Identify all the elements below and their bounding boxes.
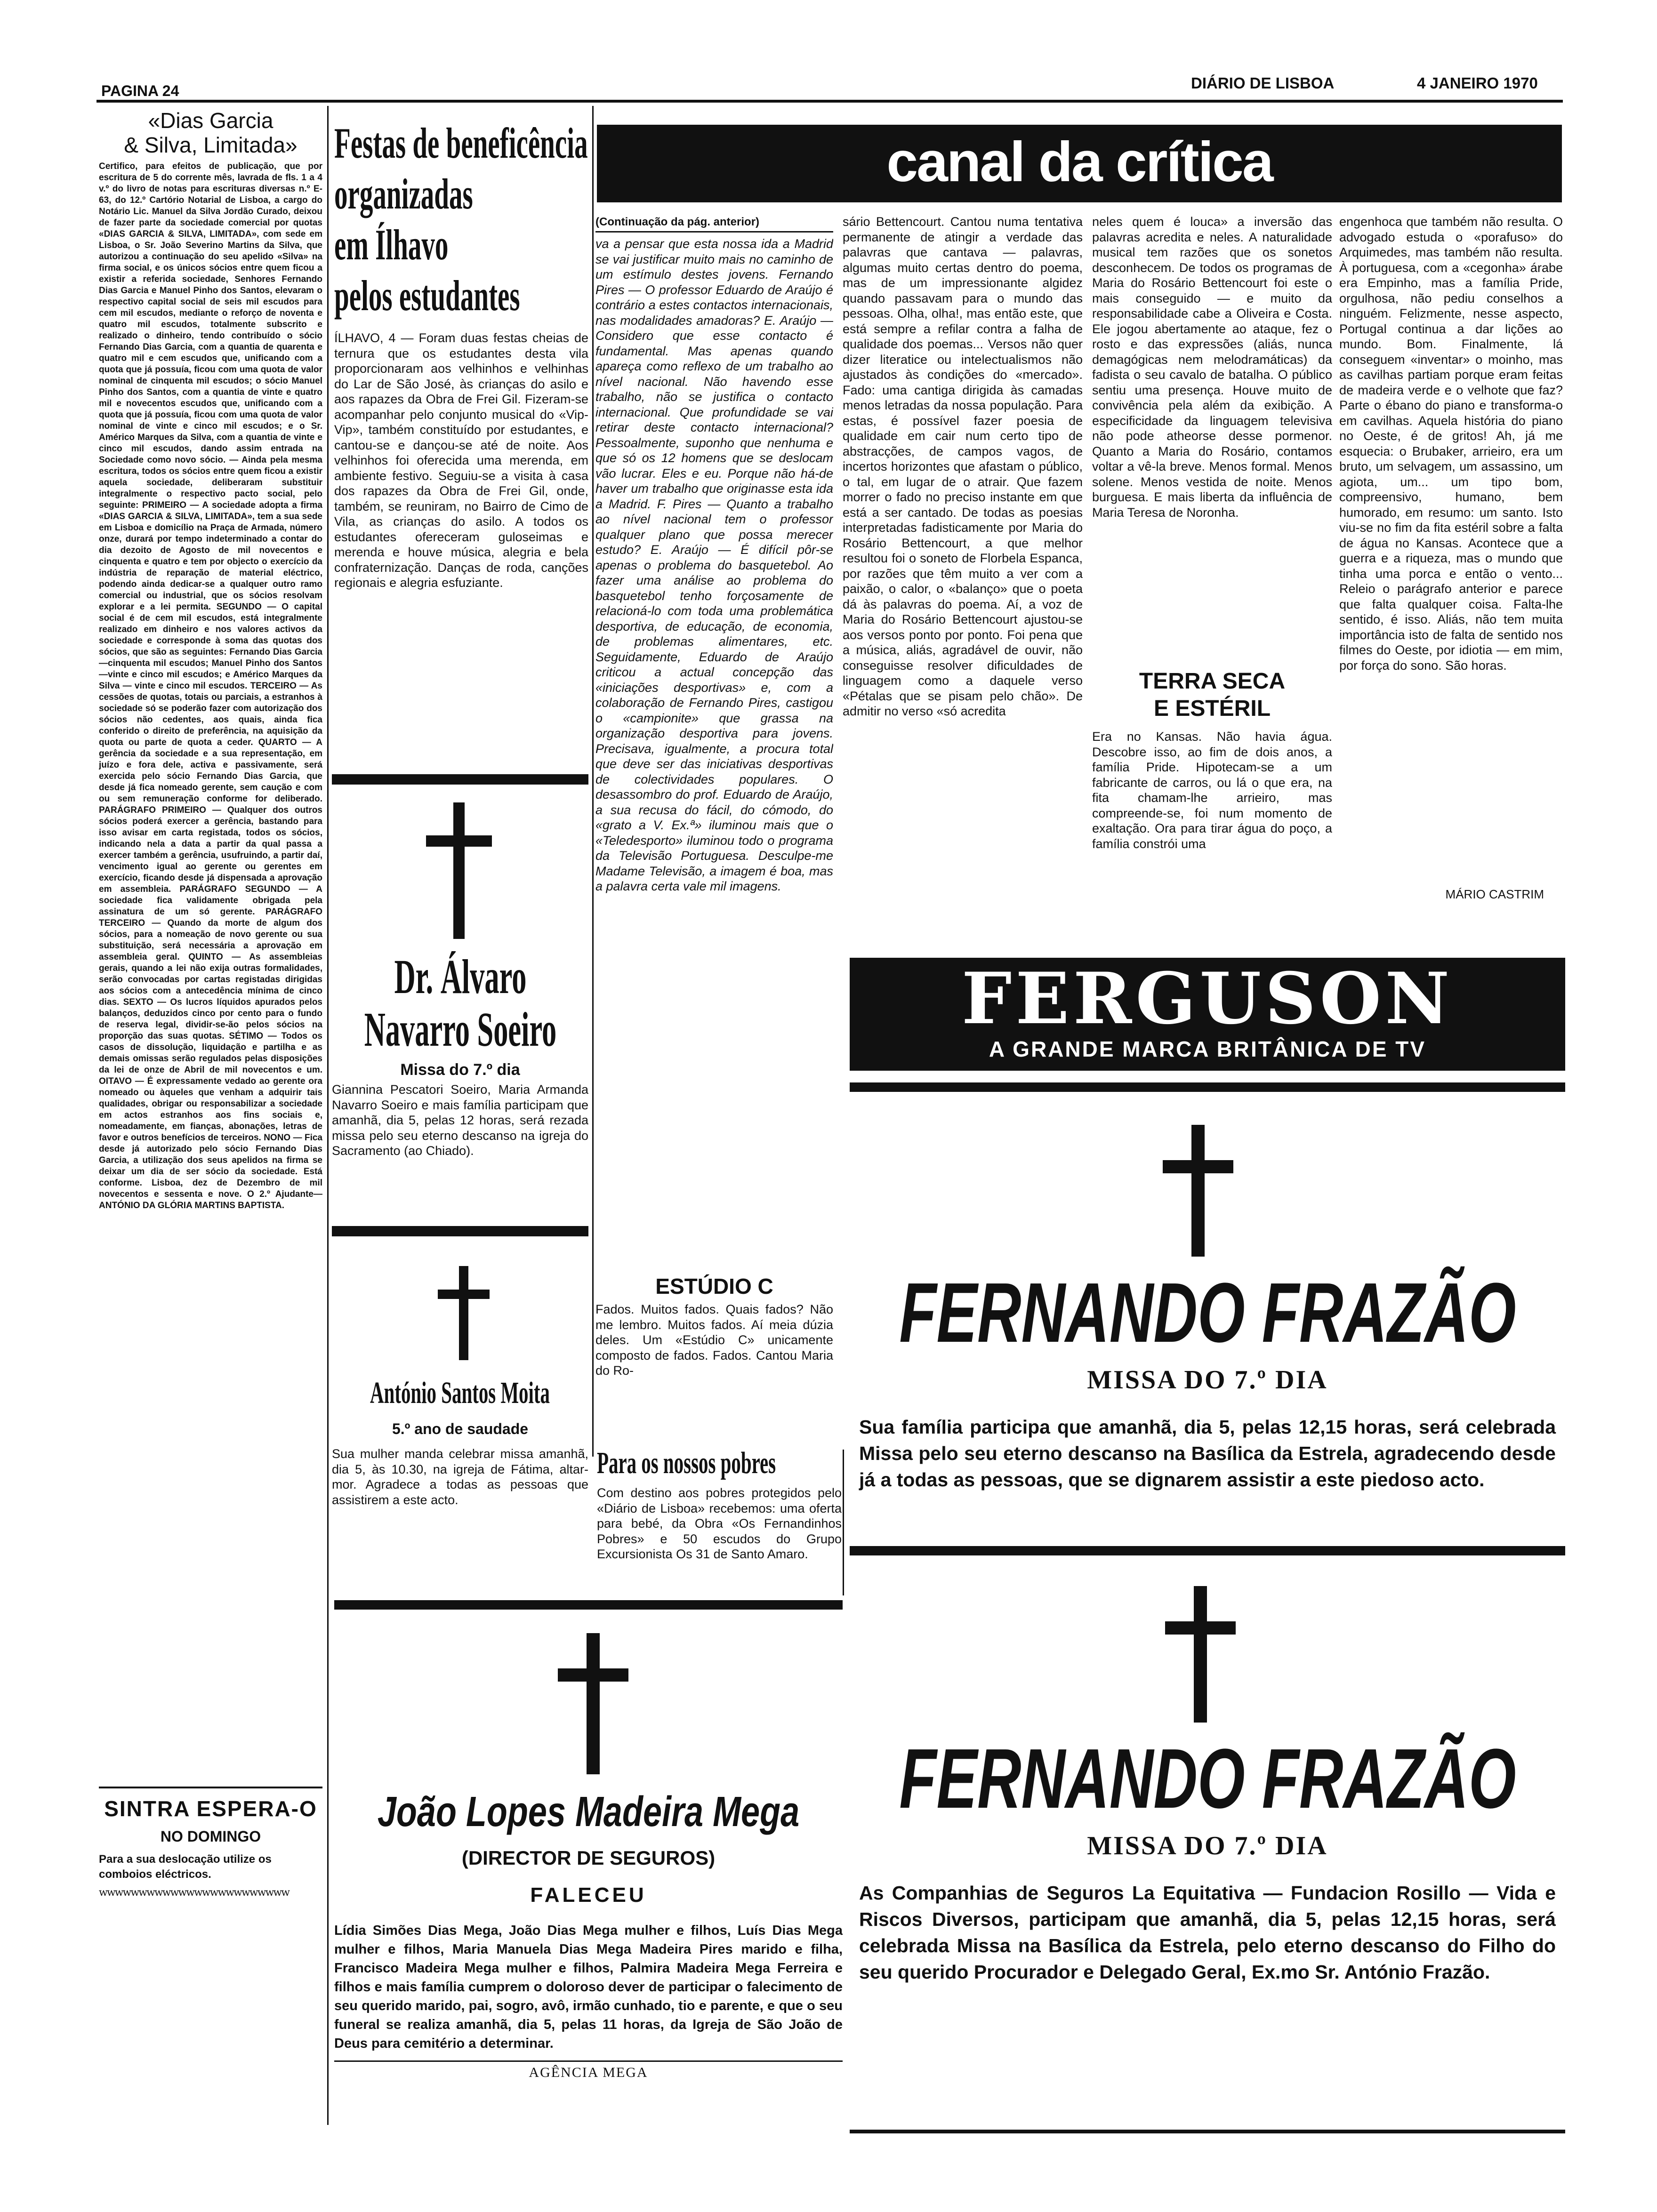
divider: [99, 1787, 322, 1788]
obituary-body: Sua mulher manda celebrar missa amanhã, dia 5, às 10.30, na igreja de Fátima, altar-mor. Agradece a todas as pessoas que assistirem a este acto.: [332, 1447, 588, 1507]
continuation-label: (Continuação da pág. anterior): [595, 216, 760, 228]
deceased-name: FERNANDO FRAZÃO: [899, 1266, 1516, 1360]
pobres-body: Com destino aos pobres protegidos pelo «Diário de Lisboa» recebemos: uma oferta para bebé, da Obra «Os Fernandinhos Pobres» e 50 escudos do Grupo Excursionista Os 31 de Santo Amaro.: [597, 1486, 842, 1561]
terra-title: [1092, 668, 1332, 722]
column-divider: [592, 106, 594, 1457]
deceased-name: João Lopes Madeira Mega: [377, 1788, 800, 1835]
obituary-name: António Santos Moita: [370, 1376, 550, 1410]
sintra-title: SINTRA ESPERA-O: [104, 1796, 317, 1821]
critica-text-d: engenhoca que também não resulta. O advogado estuda o «porafuso» do Arquimedes, mas também não resulta. À portuguesa, com a «cegonha» árabe era Empinho, mas a família Pride, orgulhosa, não pediu conselhos a ninguém. Felizmente, nesse aspecto, Portugal continua a dar lições ao mundo. Bom. Finalmente, lá conseguem «inventar» o moinho, mas as cavilhas partiam porque eram feitas de madeira verde e o velhote que faz? Parte o ébano do piano e transforma-o em cavilhas. Aquela história do piano no Oeste, é de gritos! Ah, já me esquecia: o Brubaker, arrieiro, era um bruto, um selvagem, um assassino, um agiota, um... um tipo bom, compreensivo, humano, bem humorado, em resumo: um santo. Isto viu-se no fim da fita estéril sobre a falta de água no Kansas. Acontece que a guerra e a riqueza, mas o mundo que tinha uma porca e então o vento... Releio o parágrafo anterior e parece que falta qualquer coisa. Falta-lhe sentido, é isso. Aliás, não tem muita importância isto de falta de sentido nos filmes do Oeste, por idiotia — em mim, por força do sono. São horas.: [1339, 215, 1563, 673]
notice-title: «Dias Garcia: [148, 108, 273, 133]
obituary-moita: [332, 1374, 588, 1507]
cross-icon: [438, 1266, 490, 1360]
column-divider: [327, 106, 329, 2125]
critica-column-d: [1339, 214, 1563, 922]
zigzag-border: wwwwwwwwwwwwwwwwwwwwwwww: [99, 1887, 289, 1899]
mega-obituary: [334, 1788, 843, 2081]
headline-line: em Ílhavo: [334, 221, 449, 269]
terra-body: Era no Kansas. Não havia água. Descobre isso, ao fim de dois anos, a família Pride. Hipotecam-se a um fabricante de carros, ou lá o que era, na fita chamam-lhe arrieiro, mas compreende-se, foi num momento de exaltação. Ora para tirar água do poço, a família constrói uma: [1092, 729, 1332, 851]
critica-banner-title: canal da crítica: [886, 130, 1272, 193]
ferguson-tagline: A GRANDE MARCA BRITÂNICA DE TV: [989, 1037, 1426, 1061]
obituary-alvaro: [332, 951, 588, 1159]
notice-body: As Companhias de Seguros La Equitativa — Fundacion Rosillo — Vida e Riscos Diversos, participam que amanhã, dia 5, pelas 12,15 horas, será celebrada Missa na Basílica da Estrela, pelo eterno descanso do Filho do seu querido Procurador e Delegado Geral, Ex.mo Sr. António Frazão.: [859, 1882, 1556, 1983]
pobres-title: Para os nossos pobres: [597, 1446, 776, 1480]
bottom-rule: [850, 2130, 1565, 2133]
critica-column-a: [595, 214, 833, 1447]
terra-title-line: E ESTÉRIL: [1153, 696, 1271, 721]
sintra-subtitle: NO DOMINGO: [160, 1828, 261, 1845]
anniversary-label: 5.º ano de saudade: [392, 1420, 529, 1437]
notice-body: Sua família participa que amanhã, dia 5, pelas 12,15 horas, será celebrada Missa pelo seu eterno descanso na Basílica da Estrela, agradecendo desde já a todas as pessoas, que se dignarem assistir a este piedoso acto.: [859, 1416, 1556, 1491]
funeral-agency: AGÊNCIA MEGA: [529, 2065, 648, 2080]
estudio-title: ESTÚDIO C: [655, 1274, 773, 1298]
black-band: [332, 1226, 588, 1236]
cross-icon: [426, 802, 492, 939]
critica-column-b: [843, 214, 1083, 1447]
issue-date: 4 JANEIRO 1970: [1417, 74, 1538, 92]
masthead-rule: [97, 100, 1563, 103]
column-legal-notice: [99, 108, 322, 2118]
critica-text-a: va a pensar que esta nossa ida a Madrid se vai justificar muito mais no caminho de um estímulo destes jovens. Fernando Pires — O professor Eduardo de Araújo é contrário a estes contactos internacionais, nas modalidades amadoras? E. Araújo — Considero que esse contacto é fundamental. Mas apenas quando apareça como reflexo de um trabalho ao nível nacional. Não havendo esse trabalho, não se justifica o contacto internacional. Que profundidade se vai retirar deste contacto internacional? Pessoalmente, suponho que nenhuma e que só os 12 homens que se deslocam vão lucrar. Eles e eu. Porque não há-de haver um trabalho que originasse esta ida a Madrid. F. Pires — Quanto a trabalho ao nível nacional tem o professor qualquer plano que possa merecer estudo? E. Araújo — É difícil pôr-se apenas o problema do basquetebol. Ao fazer uma análise ao problema do basquetebol tenho forçosamente de relacioná-lo com toda uma problemática desportiva, de educação, de economia, de problemas alimentares, etc. Seguidamente, Eduardo de Araújo criticou a actual concepção das «iniciações desportivas» e, com a colaboração de Fernando Pires, castigou o «campionite» que grassa na organização desportiva para jovens. Precisava, igualmente, a procura total que deve ser das iniciativas desportivas de colectividades populares. O desassombro do prof. Eduardo de Araújo, a sua recusa do fácil, do cómodo, do «grato a V. Ex.ª» iluminou mais que o «Teledesporto» iluminou todo o programa da Televisão Portuguesa. Desculpe-me Madame Televisão, a imagem é boa, mas a palavra certa vale mil imagens.: [595, 237, 833, 893]
ferguson-brand: FERGUSON: [961, 957, 1454, 1040]
critica-text-b: sário Bettencourt. Cantou numa tentativa permanente de atingir a verdade das palavras que cantava — palavras, algumas muito certas dentro do poema, mas de um impressionante algidez quando passavam para o mundo das pessoas. Olha, olha!, mas então este, que está sempre a refilar contra a falha de qualidade dos poemas... Versos não quer dizer literatice ou intelectualismos não ajustados às condições do «mercado». Fado: uma cantiga dirigida às camadas menos letradas da nossa população. Para estas, é possível fazer poesia de qualidade em cair num certo tipo de abstracções, de campos vagos, de incertos horizontes que afastam o público, o tal, em lugar de o atrair. Que fazem morrer o fado no preciso instante em que está a ser cantado. De todas as poesias interpretadas fadisticamente por Maria do Rosário Bettencourt, a que melhor resultou foi o soneto de Florbela Espanca, por razões que têm muito a ver com a paixão, o calor, o «balanço» que o poeta dá às palavras do poema. Aí, a voz de Maria do Rosário Bettencourt ajustou-se aos versos ponto por ponto. Foi pena que a música, aliás, agradável de ouvir, não conseguisse resolver dificuldades de linguagem como a daquele verso «Pétalas que se pisam pelo chão». De admitir no verso «só acredita: [843, 215, 1083, 718]
page-number: PAGINA 24: [101, 82, 179, 99]
cross-icon: [558, 1633, 628, 1774]
ilhavo-headline: [334, 118, 588, 321]
headline-line: Festas de beneficência: [334, 119, 588, 167]
name-line: Dr. Álvaro: [394, 950, 527, 1004]
critic-signature: MÁRIO CASTRIM: [1445, 887, 1544, 901]
notice-title-2: & Silva, Limitada»: [124, 133, 298, 157]
sintra-body: Para a sua deslocação utilize os comboios eléctricos.: [99, 1853, 272, 1881]
missa-label: Missa do 7.º dia: [400, 1061, 520, 1079]
critica-column-c: [1092, 214, 1332, 922]
deceased-name: FERNANDO FRAZÃO: [899, 1731, 1516, 1826]
black-band: [850, 1546, 1565, 1555]
frazao-notice-2: [850, 1732, 1565, 1985]
estudio-body: Fados. Muitos fados. Quais fados? Não me lembro. Muitos fados. Aí meia dúzia deles. Um «Estúdio C» unicamente composto de fados. Fados. Cantou Maria do Ro-: [595, 1302, 833, 1378]
newspaper-name: DIÁRIO DE LISBOA: [1191, 74, 1335, 92]
column-divider: [843, 1450, 844, 1595]
obituary-body: Lídia Simões Dias Mega, João Dias Mega mulher e filhos, Luís Dias Mega mulher e filhos, Maria Manuela Dias Mega Madeira Pires marido e filha, Francisco Madeira Mega mulher e filhos, Palmira Madeira Mega Ferreira e filhos e mais família cumprem o doloroso dever de participar o falecimento de seu querido marido, pai, sogro, avô, irmão cunhado, tio e parente, e que o seu funeral se realiza amanhã, dia 5, pelas 11 horas, da Igreja de São João de Deus para cemitério a determinar.: [334, 1923, 843, 2051]
critica-text-c: neles quem é louca» a inversão das palavras acredita e neles. A naturalidade musical tem razões que os sonetos desconhecem. De todos os programas de Maria do Rosário Bettencourt foi este o mais conseguido — e muito da responsabilidade cabe a Oliveira e Costa. Ele jogou abertamente ao ataque, fez o rosto e das expressões (aliás, nunca demagógicas nem melodramáticas) da fadista o seu cavalo de batalha. O público sentiu uma presença. Houve muito de convivência pela além da exibição. A especificidade da linguagem televisiva não pode atheorse desse pormenor. Quanto a Maria do Rosário, contamos voltar a vê-la breve. Menos formal. Menos solene. Menos vestida de noite. Menos burguesa. E mais liberta da influência de Maria Teresa de Noronha.: [1092, 215, 1332, 520]
terra-title-line: TERRA SECA: [1139, 669, 1286, 694]
headline-line: organizadas: [334, 170, 473, 218]
pobres-box: [597, 1445, 842, 1598]
headline-line: pelos estudantes: [334, 272, 520, 320]
ilhavo-body: ÍLHAVO, 4 — Foram duas festas cheias de ternura que os estudantes desta vila proporcionaram aos velhinhos e velhinhas do Lar de São José, às crianças do asilo e aos rapazes da Obra de Frei Gil. Fizeram-se acompanhar pelo conjunto musical do «Vip-Vip», também constituído por estudantes, e cantou-se e dançou-se até de noite. Aos velhinhos foi oferecida uma merenda, em ambiente festivo. Seguiu-se a visita à casa dos rapazes da Obra de Frei Gil, onde, também, se reuniram, no Bairro de Cimo de Vila, as crianças do asilo. A todos os estudantes ofereceram guloseimas e merenda e houve música, alegria e bela confraternização. Danças de roda, canções regionais e alegria esfuziante.: [334, 331, 588, 590]
obituary-body: Giannina Pescatori Soeiro, Maria Armanda Navarro Soeiro e mais família participam que amanhã, dia 5, pelas 12 horas, será rezada missa pelo seu eterno descanso na igreja do Sacramento (ao Chiado).: [332, 1082, 588, 1158]
cross-icon: [1165, 1586, 1236, 1723]
black-band: [334, 1600, 843, 1610]
missa-label: MISSA DO 7.º DIA: [1087, 1365, 1328, 1395]
missa-label: MISSA DO 7.º DIA: [1087, 1831, 1328, 1860]
faleceu-label: FALECEU: [530, 1883, 647, 1907]
frazao-notice-1: [850, 1266, 1565, 1493]
cross-icon: [1163, 1125, 1233, 1257]
column-ilhavo: [334, 118, 588, 753]
notice-body: Certifico, para efeitos de publicação, que por escritura de 5 do corrente mês, lavrada de fls. 1 a 4 v.º do livro de notas para escrituras diversas n.º E-63, do 12.º Cartório Notarial de Lisboa, a cargo do Notário Lic. Manuel da Silva Jordão Curado, deixou de fazer parte da sociedade comercial por quotas «DIAS GARCIA & SILVA, LIMITADA», com sede em Lisboa, o Sr. João Severino Martins da Silva, que autorizou a continuação do seu apelido «Silva» na firma social, e os únicos sócios entre quem ficou a existir a referida sociedade, Senhores Fernando Dias Garcia e Manuel Pinho dos Santos, elevaram o respectivo capital social de seis mil escudos para cem mil escudos, mediante o reforço de noventa e quatro mil escudos, totalmente subscrito e realizado o dinheiro, tendo contribuído o sócio Fernando Dias Garcia, com a quantia de quarenta e quatro mil e cem escudos que, unificando com a quota que já possuía, ficou com uma quota de valor nominal de cinquenta mil escudos; o sócio Manuel Pinho dos Santos, com a quantia de vinte e quatro mil e novecentos escudos que, unificando com a quota que já possuía, ficou com uma quota de valor nominal de vinte e cinco mil escudos; e o Sr. Américo Marques da Silva, com a quantia de vinte e cinco mil escudos, dando assim entrada na Sociedade como novo sócio. — Ainda pela mesma escritura, todos os sócios entre quem ficou a existir aquela sociedade, deliberaram substituir integralmente o respectivo pacto social, pelo seguinte: PRIMEIRO — A sociedade adopta a firma «DIAS GARCIA & SILVA, LIMITADA», tem a sua sede em Lisboa e domicílio na Praça de Armada, número onze, durará por tempo indeterminado a contar do dia dezoito de Agosto de mil novecentos e cinquenta e quatro e tem por objecto o exercício da indústria de reparação de material eléctrico, podendo ainda dedicar-se a qualquer outro ramo comercial ou industrial, que os sócios resolvam explorar e a lei permita. SEGUNDO — O capital social é de cem mil escudos, está integralmente realizado em dinheiro e nos valores activos da sociedade e corresponde à soma das quotas dos sócios, que são as seguintes: Fernando Dias Garcia—cinquenta mil escudos; Manuel Pinho dos Santos—vinte e cinco mil escudos; e Américo Marques da Silva — vinte e cinco mil escudos. TERCEIRO — As cessões de quotas, totais ou parciais, a estranhos à sociedade só se poderão fazer com autorização dos sócios não cedentes, aos quais, ainda fica conferido o direito de preferência, na aquisição da quota ou parte de quota a ceder. QUARTO — A gerência da sociedade e a sua representação, em juízo e fora dele, activa e passivamente, será exercida pelo sócio Fernando Dias Garcia, que desde já fica nomeado gerente, sem caução e com ou sem remuneração conforme for deliberado. PARÁGRAFO PRIMEIRO — Qualquer dos outros sócios poderá exercer a gerência, bastando para isso avisar em carta registada, todos os sócios, indicando nela a data a partir da qual passa a exercer também a gerência, usufruindo, a partir daí, vencimento igual ao gerente ou gerentes em exercício, ficando desde já dispensada a aprovação em assembleia. PARÁGRAFO SEGUNDO — A sociedade fica validamente obrigada pela assinatura de um só gerente. PARÁGRAFO TERCEIRO — Quando da morte de algum dos sócios, para a nomeação de novo gerente ou sua substituição, será necessária a aprovação em assembleia geral. QUINTO — As assembleias gerais, quando a lei não exija outras formalidades, serão convocadas por cartas registadas dirigidas aos sócios com a antecedência mínima de cinco dias. SEXTO — Os lucros líquidos apurados pelos balanços, deduzidos cinco por cento para o fundo de reserva legal, dividir-se-ão pelos sócios na proporção das suas quotas. SÉTIMO — Todos os casos de dissolução, liquidação e partilha e as demais omissas serão regulados pelas disposições da lei de onze de Abril de mil novecentos e um. OITAVO — É expressamente vedado ao gerente ora nomeado ou àqueles que venham a adquirir tais qualidades, obrigar ou responsabilizar a sociedade em actos estranhos aos fins sociais e, nomeadamente, em fianças, abonações, letras de favor e outros benefícios de terceiros. NONO — Fica desde já autorizado pelo sócio Fernando Dias Garcia, a utilização dos seus apelidos na firma se deixar um dia de ser sócio da sociedade. Está conforme. Lisboa, dez de Dezembro de mil novecentos e sessenta e nove. O 2.º Ajudante—ANTÓNIO DA GLÓRIA MARTINS BAPTISTA.: [99, 161, 322, 1210]
black-band: [332, 774, 588, 785]
obituary-name: [332, 951, 589, 1056]
deceased-role: (DIRECTOR DE SEGUROS): [461, 1847, 716, 1869]
black-band: [850, 1082, 1565, 1092]
name-line: Navarro Soeiro: [364, 1002, 557, 1057]
